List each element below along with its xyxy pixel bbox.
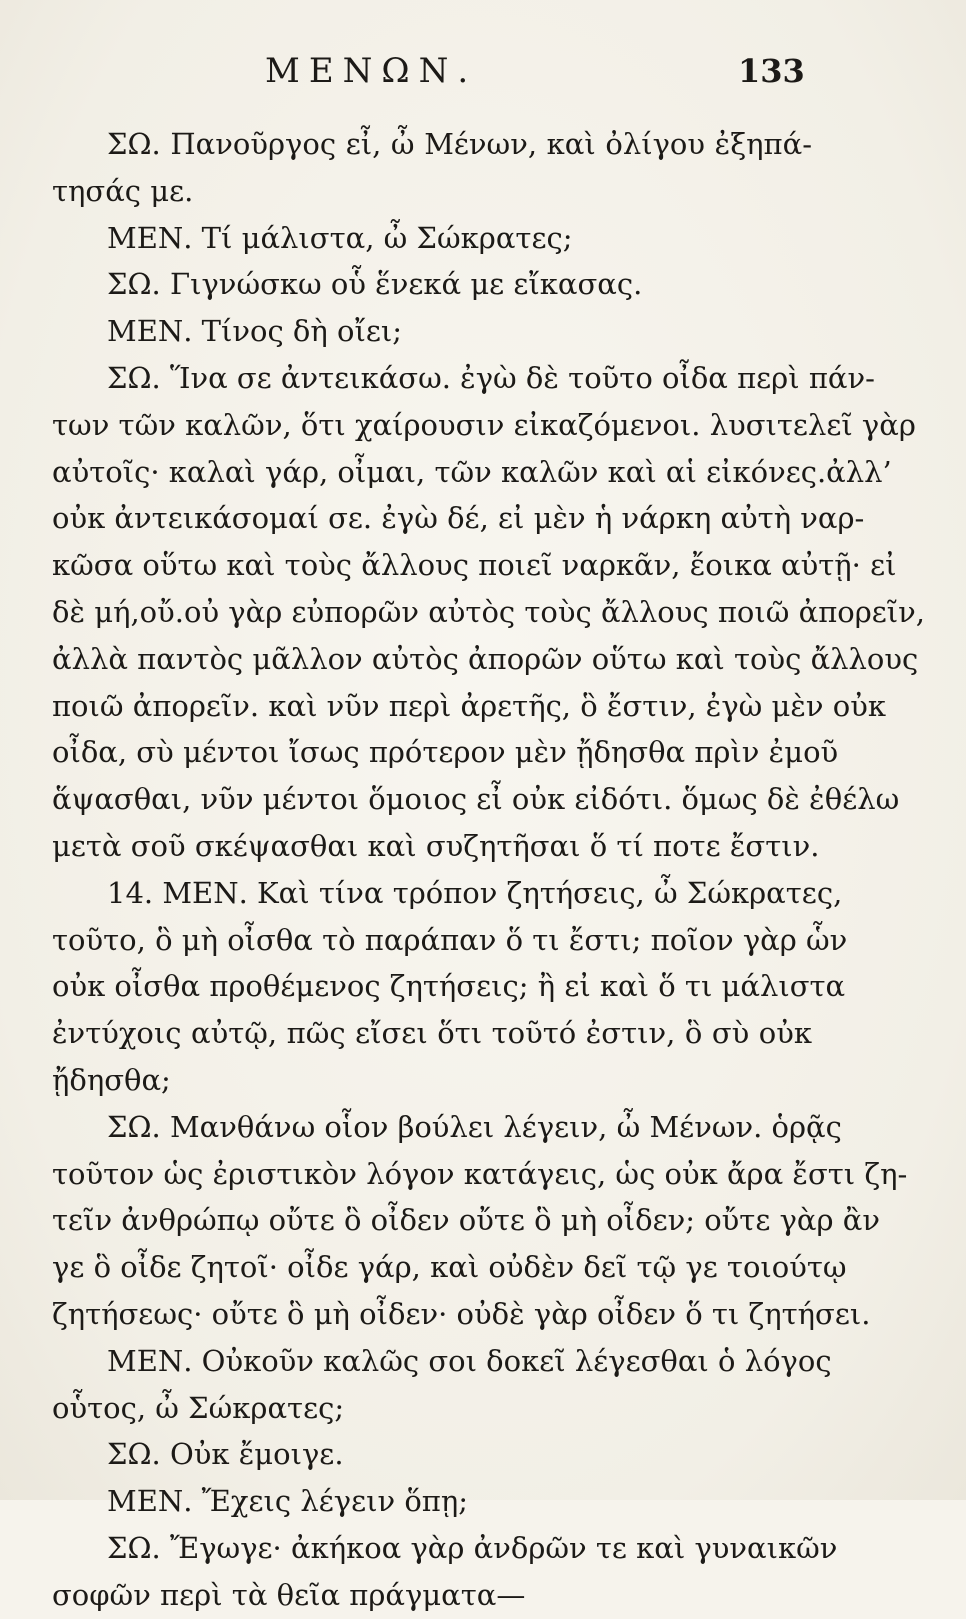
body-text	[0, 121, 966, 1619]
text-line: τοῦτον ὡς ἐριστικὸν λόγον κατάγεις, ὡς οὐκ ἄρα ἔστι ζη-	[52, 1156, 908, 1191]
text-line: σοφῶν περὶ τὰ θεῖα πράγματα—	[52, 1577, 526, 1612]
text-line: αὐτοῖς· καλαὶ γάρ, οἶμαι, τῶν καλῶν καὶ αἱ εἰκόνες.ἀλλ’	[52, 454, 892, 489]
text-line: των τῶν καλῶν, ὅτι χαίρουσιν εἰκαζόμενοι. λυσιτελεῖ γὰρ	[52, 407, 916, 442]
text-line: ἅψασθαι, νῦν μέντοι ὅμοιος εἶ οὐκ εἰδότι. ὅμως δὲ ἐθέλω	[52, 782, 900, 817]
text-line: ΜΕΝ. Οὐκοῦν καλῶς σοι δοκεῖ λέγεσθαι ὁ λόγος	[107, 1343, 832, 1378]
text-line: ΣΩ. Πανοῦργος εἶ, ὦ Μένων, καὶ ὀλίγου ἐξηπά-	[107, 127, 812, 161]
text-line: οὐκ ἀντεικάσομαί σε. ἐγὼ δέ, εἰ μὲν ἡ νάρκη αὐτὴ ναρ-	[52, 501, 865, 536]
running-title: ΜΕΝΩΝ.	[265, 51, 478, 91]
text-line: ᾔδησθα;	[52, 1062, 171, 1097]
text-line: ΣΩ. Μανθάνω οἷον βούλει λέγειν, ὦ Μένων. ὁρᾷς	[107, 1109, 842, 1144]
text-line: ΣΩ. Ἔγωγε· ἀκήκοα γὰρ ἀνδρῶν τε καὶ γυναικῶν	[107, 1530, 838, 1565]
text-line: 14. ΜΕΝ. Καὶ τίνα τρόπον ζητήσεις, ὦ Σώκρατες,	[107, 875, 843, 910]
text-line: γε ὃ οἶδε ζητοῖ· οἶδε γάρ, καὶ οὐδὲν δεῖ τῷ γε τοιούτῳ	[52, 1250, 847, 1285]
text-line: τησάς με.	[52, 173, 194, 208]
text-line: ΜΕΝ. Τί μάλιστα, ὦ Σώκρατες;	[107, 220, 573, 255]
text-line: ἐντύχοις αὐτῷ, πῶς εἴσει ὅτι τοῦτό ἐστιν, ὃ σὺ οὐκ	[52, 1016, 812, 1051]
text-line: ἀλλὰ παντὸς μᾶλλον αὐτὸς ἀπορῶν οὕτω καὶ τοὺς ἄλλους	[52, 641, 919, 676]
text-line: ΜΕΝ. Τίνος δὴ οἴει;	[107, 314, 402, 349]
text-line: δὲ μή,οὔ.οὐ γὰρ εὐπορῶν αὐτὸς τοὺς ἄλλους ποιῶ ἀπορεῖν,	[52, 594, 926, 629]
text-line: οὐκ οἶσθα προθέμενος ζητήσεις; ἢ εἰ καὶ ὅ τι μάλιστα	[52, 969, 846, 1004]
text-line: ΣΩ. Ἵνα σε ἀντεικάσω. ἐγὼ δὲ τοῦτο οἶδα περὶ πάν-	[107, 360, 875, 395]
text-line: ΜΕΝ. Ἔχεις λέγειν ὅπῃ;	[107, 1484, 468, 1519]
page-number: 133	[738, 52, 805, 90]
text-line: τεῖν ἀνθρώπῳ οὔτε ὃ οἶδεν οὔτε ὃ μὴ οἶδεν; οὔτε γὰρ ἂν	[52, 1203, 880, 1238]
text-line: οὗτος, ὦ Σώκρατες;	[52, 1390, 345, 1425]
text-line: ζητήσεως· οὔτε ὃ μὴ οἶδεν· οὐδὲ γὰρ οἶδεν ὅ τι ζητήσει.	[52, 1296, 871, 1331]
text-line: μετὰ σοῦ σκέψασθαι καὶ συζητῆσαι ὅ τί ποτε ἔστιν.	[52, 828, 820, 863]
text-line: οἶδα, σὺ μέντοι ἴσως πρότερον μὲν ᾔδησθα πρὶν ἐμοῦ	[52, 735, 839, 770]
running-head	[0, 46, 966, 96]
text-line: ΣΩ. Γιγνώσκω οὗ ἕνεκά με εἴκασας.	[107, 267, 643, 302]
text-line: ποιῶ ἀπορεῖν. καὶ νῦν περὶ ἀρετῆς, ὃ ἔστιν, ἐγὼ μὲν οὐκ	[52, 688, 886, 723]
text-line: τοῦτο, ὃ μὴ οἶσθα τὸ παράπαν ὅ τι ἔστι; ποῖον γὰρ ὧν	[52, 922, 848, 957]
text-line: ΣΩ. Οὐκ ἔμοιγε.	[107, 1437, 344, 1472]
text-line: κῶσα οὕτω καὶ τοὺς ἄλλους ποιεῖ ναρκᾶν, ἔοικα αὐτῇ· εἰ	[52, 548, 897, 583]
